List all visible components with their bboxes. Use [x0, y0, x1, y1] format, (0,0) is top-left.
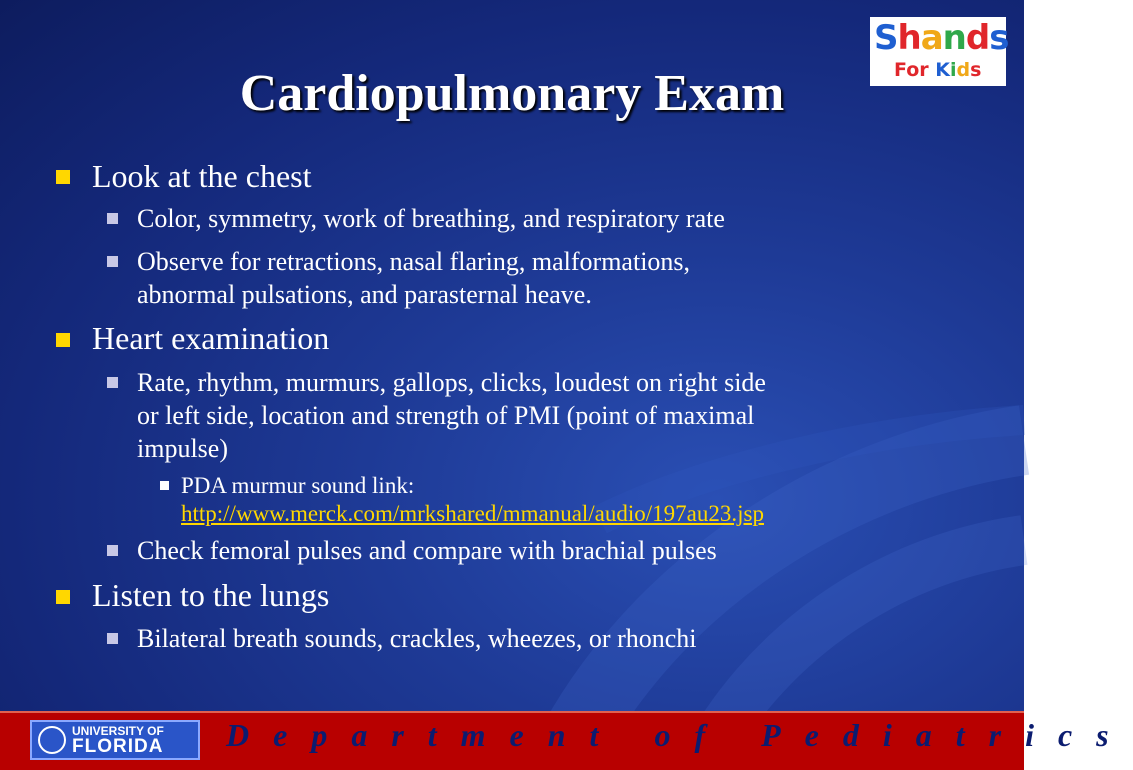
bullet-square-icon	[107, 545, 118, 556]
bullet-square-icon	[160, 481, 169, 490]
bullet-item-observe: Observe for retractions, nasal flaring, malformations,	[137, 247, 691, 276]
university-of-florida-logo	[30, 720, 200, 760]
bullet-item-color: Color, symmetry, work of breathing, and respiratory rate	[137, 204, 725, 233]
bullet-square-icon	[107, 633, 118, 644]
bullet-item-femoral: Check femoral pulses and compare with brachial pulses	[137, 536, 717, 565]
bullet-item-observe-cont: abnormal pulsations, and parasternal heave.	[137, 280, 592, 309]
bullet-square-icon	[107, 256, 118, 267]
uf-logo-line2: FLORIDA	[72, 736, 164, 757]
bullet-item-chest: Look at the chest	[92, 158, 312, 194]
bullet-item-rate: Rate, rhythm, murmurs, gallops, clicks, loudest on right side	[137, 368, 766, 397]
seal-icon	[38, 726, 66, 754]
bullet-square-icon	[56, 590, 70, 604]
logo-sub: For Kids	[894, 59, 982, 81]
pda-murmur-link[interactable]: http://www.merck.com/mrkshared/mmanual/audio/197au23.jsp	[181, 501, 764, 526]
bullet-item-heart: Heart examination	[92, 320, 330, 356]
department-label: Department of Pediatrics	[226, 717, 1133, 753]
uf-logo-line1: UNIVERSITY OF	[72, 724, 164, 738]
bullet-square-icon	[107, 213, 118, 224]
bullet-item-rate-cont2: impulse)	[137, 434, 228, 463]
bullet-square-icon	[56, 170, 70, 184]
logo-word: Shands	[874, 18, 1009, 58]
slide-title: Cardiopulmonary Exam	[239, 65, 785, 122]
footer-bar	[0, 711, 1133, 770]
bullet-item-breath: Bilateral breath sounds, crackles, wheezes, or rhonchi	[137, 624, 697, 653]
bullet-item-pda: PDA murmur sound link:	[181, 473, 415, 498]
bullet-item-rate-cont: or left side, location and strength of PMI (point of maximal	[137, 401, 755, 430]
bullet-item-lungs: Listen to the lungs	[92, 577, 330, 613]
bullet-square-icon	[56, 333, 70, 347]
bullet-square-icon	[107, 377, 118, 388]
